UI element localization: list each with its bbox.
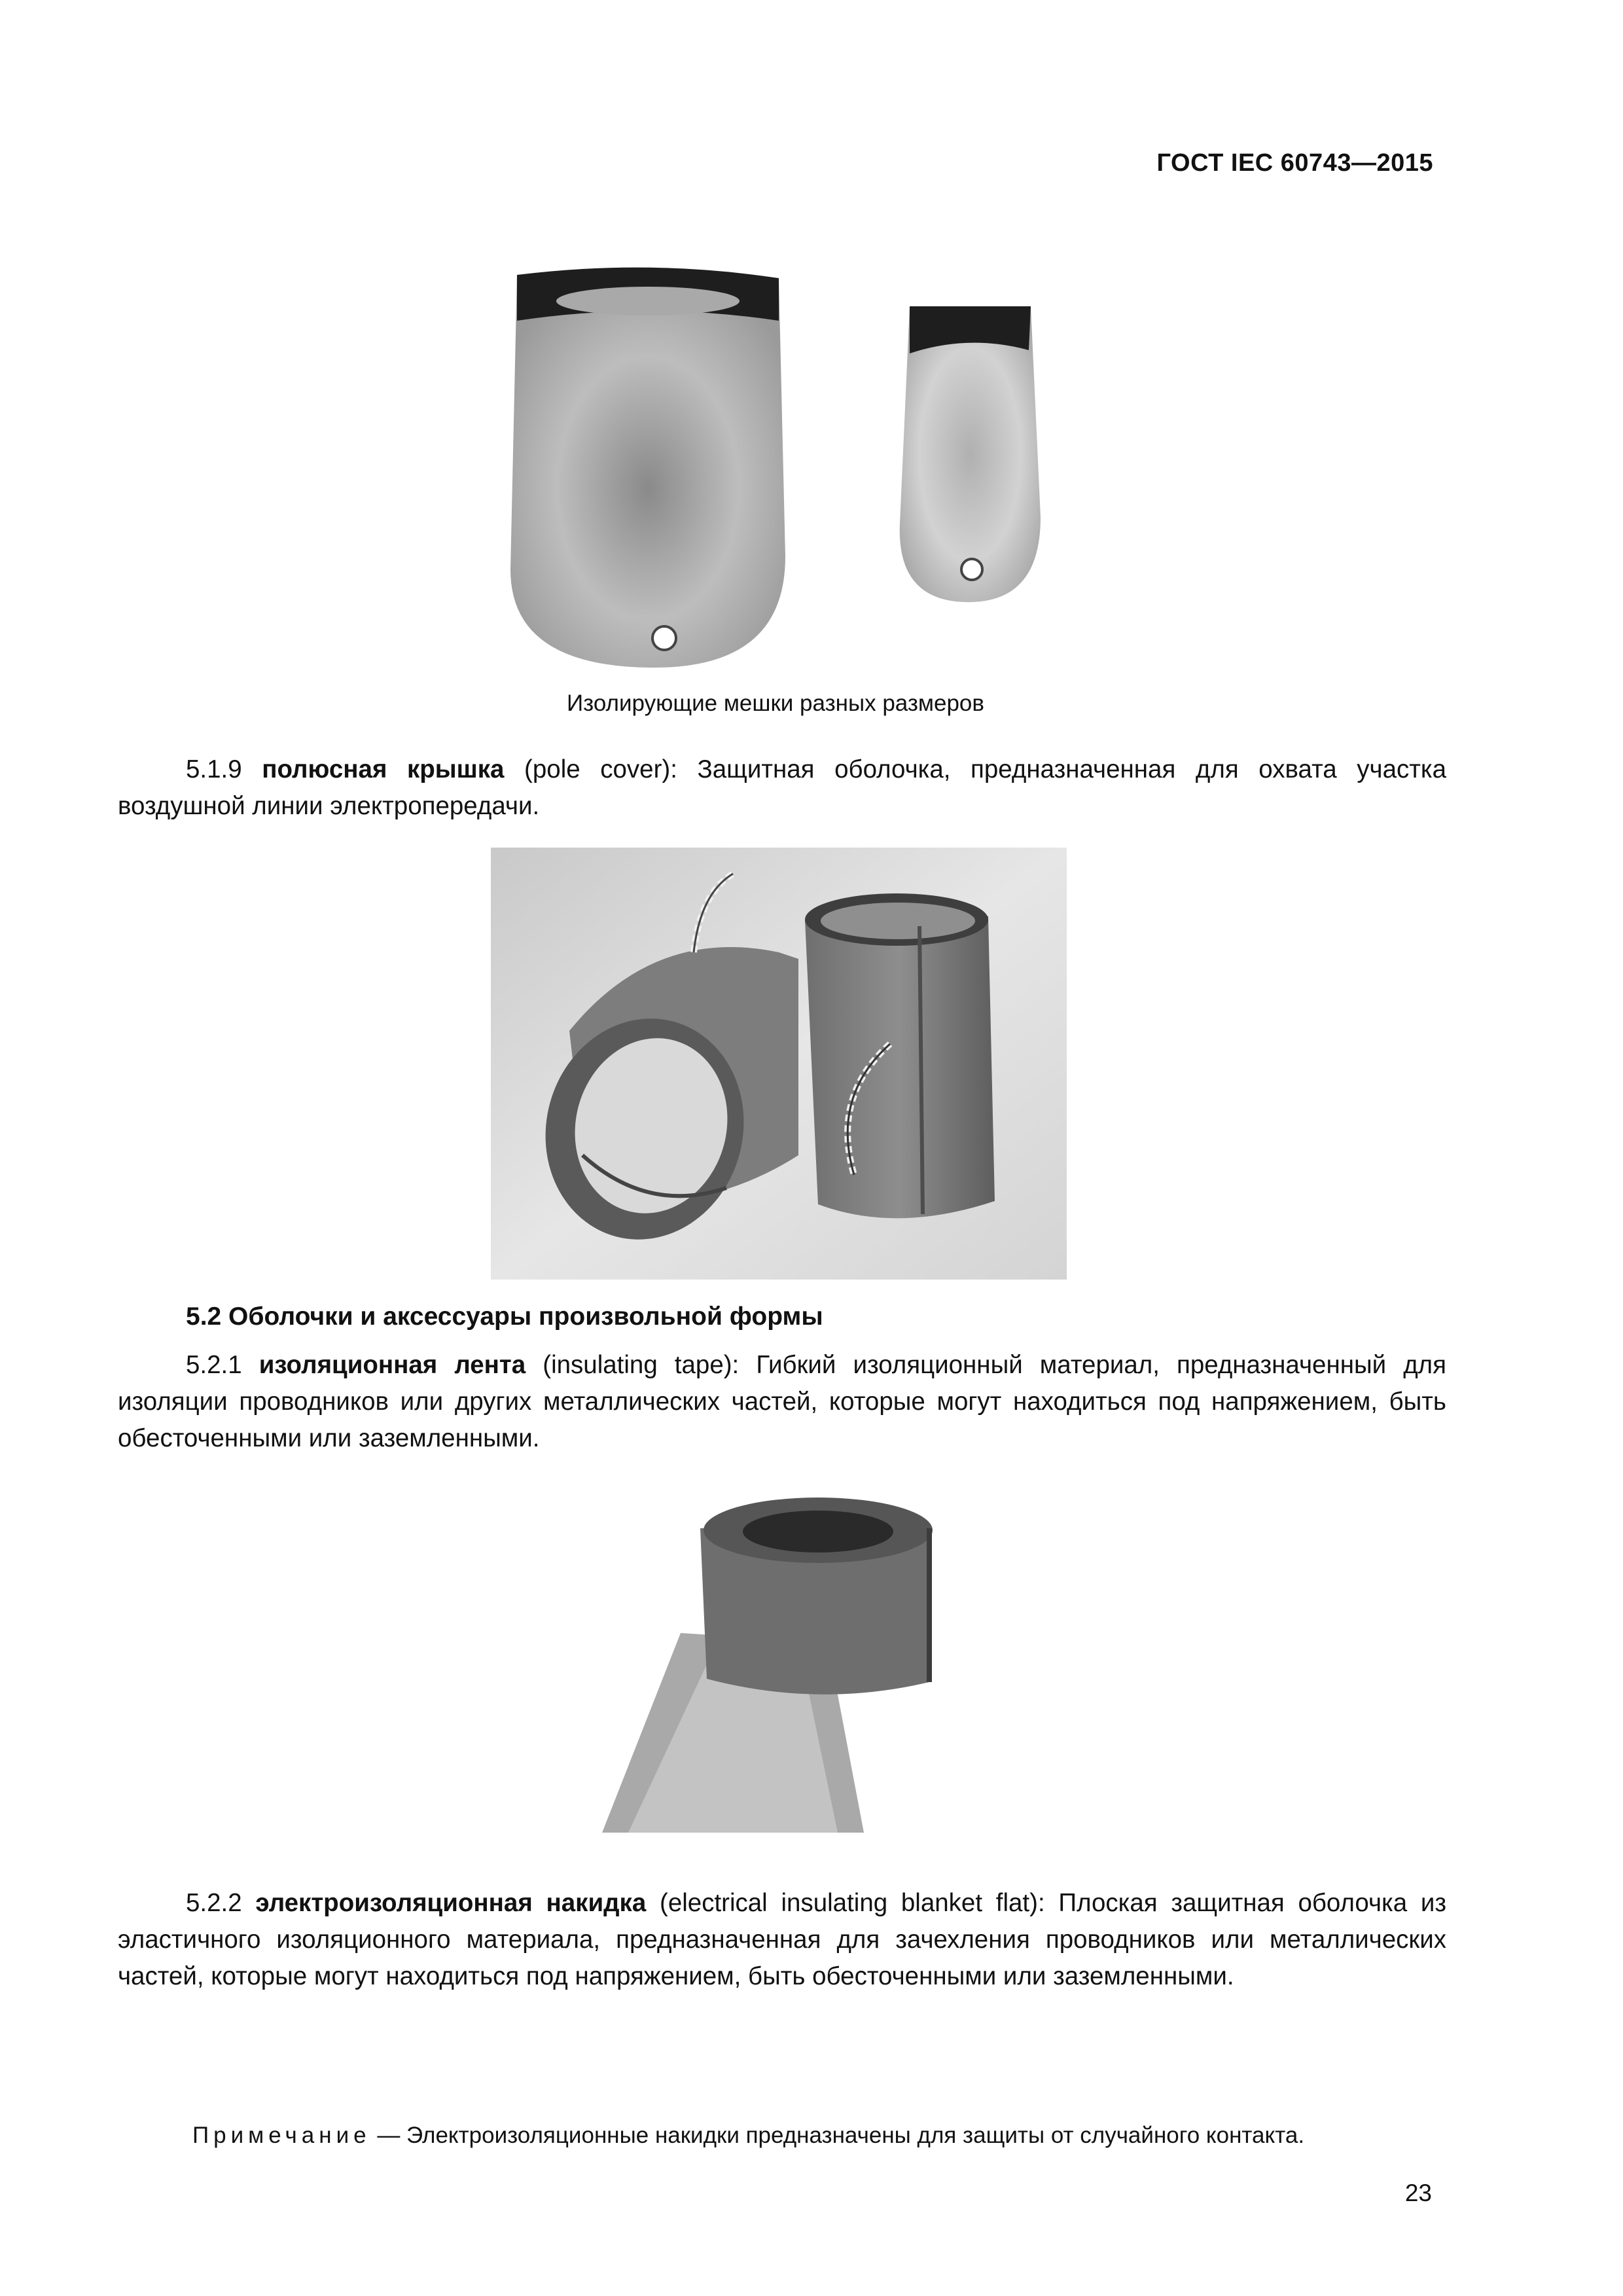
section-heading: 5.2 Оболочки и аксессуары произвольной формы [186,1302,823,1331]
note-label: Примечание [192,2123,371,2148]
term: электроизоляционная накидка [255,1889,647,1917]
clause-number: 5.2.2 [186,1889,242,1917]
pole-cover-image [491,848,1067,1280]
insulating-tape-image [602,1479,955,1846]
definition: Защитная оболочка, предназначенная для охвата участка воздушной линии электропередачи. [118,755,1446,820]
clause-number: 5.1.9 [186,755,242,783]
paragraph-5-2-2 [118,1885,1446,1995]
term: изоляционная лента [259,1351,526,1379]
insulating-bags-image [497,262,1060,681]
term-english: (insulating tape): [543,1351,740,1379]
page-number: 23 [1404,2179,1432,2206]
figure-caption: Изолирующие мешки разных размеров [567,691,984,716]
paragraph-5-2-1 [118,1347,1446,1457]
note-text: — Электроизоляционные накидки предназначены для защиты от случайного контакта. [377,2123,1305,2148]
definition: Гибкий изоляционный материал, предназначенный для изоляции проводников или других металлических частей, которые могут находиться под напряжением, быть обесточенными или заземленными. [118,1351,1446,1452]
definition: Плоская защитная оболочка из эластичного изоляционного материала, предназначенная для зачехления проводников или металлических частей, которые могут находиться под напряжением, быть обесточенными или заземленными. [118,1889,1447,1990]
term: полюсная крышка [262,755,505,783]
clause-number: 5.2.1 [186,1351,242,1379]
paragraph-5-1-9 [118,751,1446,825]
term-english: (electrical insulating blanket flat): [660,1889,1045,1917]
note [192,2123,1304,2149]
document-header: ГОСТ IEC 60743—2015 [1156,149,1433,177]
term-english: (pole cover): [524,755,677,783]
